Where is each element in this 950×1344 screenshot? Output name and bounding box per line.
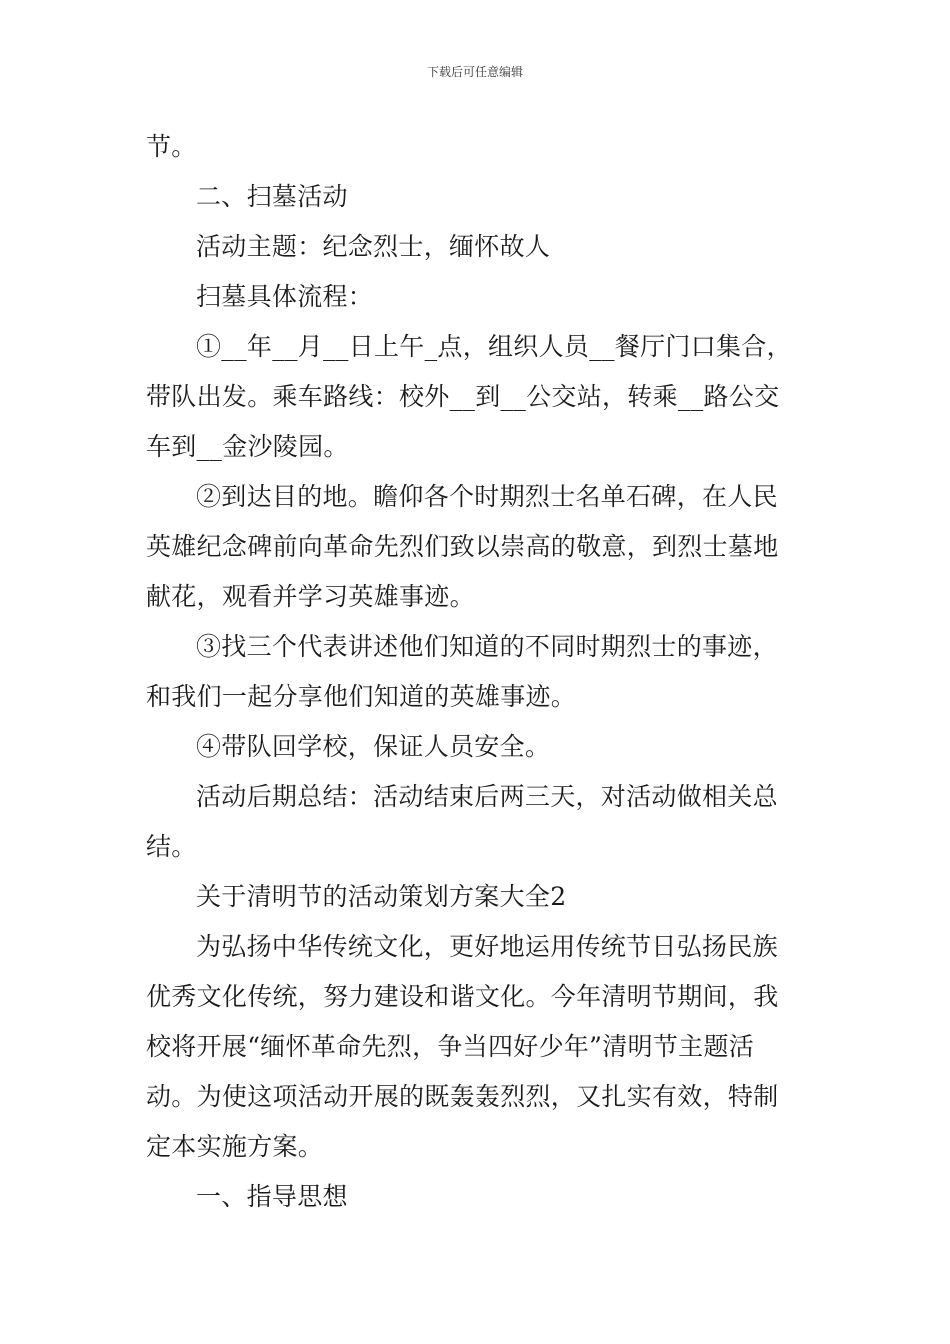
- section-heading: 一、指导思想: [196, 1182, 348, 1211]
- text-line: 优秀文化传统，努力建设和谐文化。今年清明节期间，我: [146, 982, 779, 1011]
- section-title: 关于清明节的活动策划方案大全2: [196, 882, 567, 911]
- text-line: 结。: [146, 832, 197, 861]
- text-line: 活动后期总结：活动结束后两三天，对活动做相关总: [196, 782, 778, 811]
- text-line: 英雄纪念碑前向革命先烈们致以崇高的敬意，到烈士墓地: [146, 532, 779, 561]
- text-line: 动。为使这项活动开展的既轰轰烈烈，又扎实有效，特制: [146, 1082, 779, 1111]
- text-line: ②到达目的地。瞻仰各个时期烈士名单石碑，在人民: [196, 482, 778, 511]
- text-line: 为弘扬中华传统文化，更好地运用传统节日弘扬民族: [196, 932, 778, 961]
- text-line: ①__年__月__日上午_点，组织人员__餐厅门口集合，: [196, 332, 792, 361]
- section-heading: 二、扫墓活动: [196, 182, 348, 211]
- page-header: 下载后可任意编辑: [426, 65, 523, 79]
- text-line: 活动主题：纪念烈士，缅怀故人: [196, 232, 551, 261]
- text-line: 扫墓具体流程：: [196, 282, 374, 311]
- text-line: 定本实施方案。: [146, 1132, 324, 1161]
- text-line: 校将开展“缅怀革命先烈，争当四好少年”清明节主题活: [146, 1032, 755, 1061]
- text-line: ③找三个代表讲述他们知道的不同时期烈士的事迹，: [196, 632, 778, 661]
- text-line: 车到__金沙陵园。: [146, 432, 349, 461]
- document-body: [146, 122, 806, 1222]
- text-line: 献花，观看并学习英雄事迹。: [146, 582, 475, 611]
- text-line: 节。: [146, 132, 197, 161]
- text-line: 和我们一起分享他们知道的英雄事迹。: [146, 682, 577, 711]
- text-line: ④带队回学校，保证人员安全。: [196, 732, 551, 761]
- text-line: 带队出发。乘车路线：校外__到__公交站，转乘__路公交: [146, 382, 780, 411]
